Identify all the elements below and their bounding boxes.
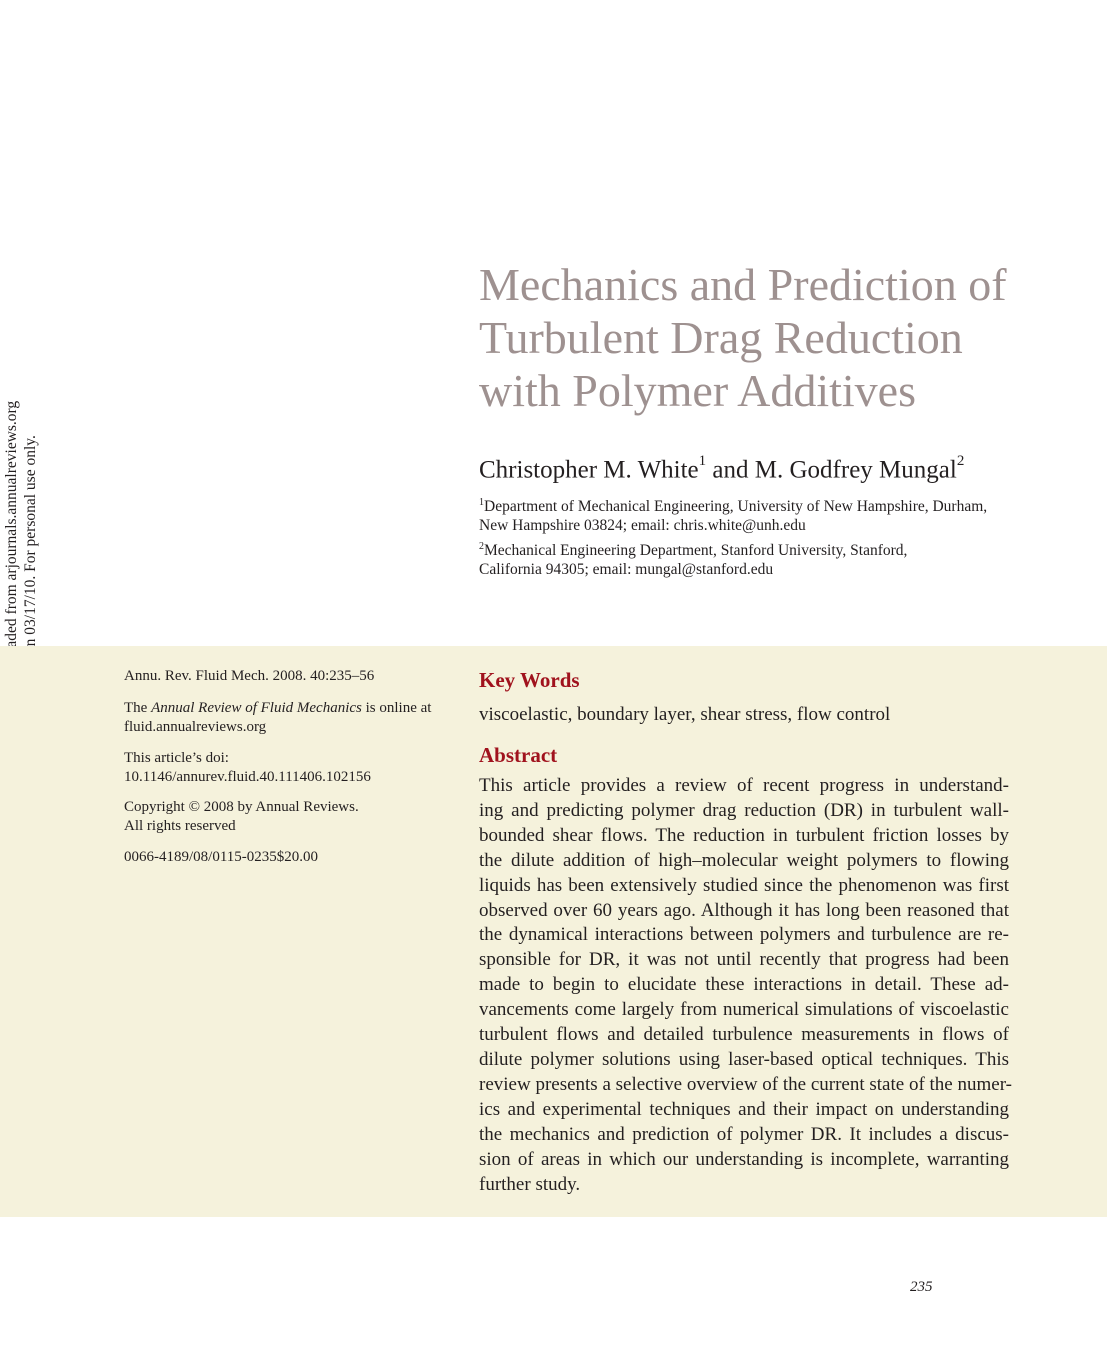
affiliation-mark: 2	[956, 453, 965, 469]
abstract-line: review presents a selective overview of the current state of the numer-	[479, 1073, 1012, 1095]
affiliation-line	[479, 493, 1039, 516]
article-title	[479, 258, 1079, 417]
online-line	[124, 699, 454, 718]
abstract-line: sponsible for DR, it was not until recently that progress had been	[479, 949, 1009, 971]
online-url: fluid.annualreviews.org	[124, 719, 267, 735]
abstract-line: the dynamical interactions between polymers and turbulence are re-	[479, 924, 1009, 946]
key-words-heading: Key Words	[479, 668, 580, 692]
affiliation-line: California 94305; email: mungal@stanford.edu	[479, 561, 774, 579]
title-line: Turbulent Drag Reduction	[479, 312, 963, 363]
affiliation	[479, 537, 1039, 579]
abstract-line: made to begin to elucidate these interactions in detail. These ad-	[479, 974, 1009, 996]
abstract-line: observed over 60 years ago. Although it has long been reasoned that	[479, 899, 1009, 921]
title-line: Mechanics and Prediction of	[479, 259, 1007, 310]
abstract-line: dilute polymer solutions using laser-based optical techniques. This	[479, 1048, 1009, 1070]
citation	[124, 667, 454, 686]
affiliation-mark: 1	[479, 497, 484, 508]
copyright-block	[124, 798, 454, 836]
issn-text: 0066-4189/08/0115-0235$20.00	[124, 849, 319, 865]
abstract-line: bounded shear flows. The reduction in turbulent friction losses by	[479, 824, 1009, 846]
author-list	[479, 447, 964, 487]
affiliation-line: New Hampshire 03824; email: chris.white@unh.edu	[479, 517, 806, 535]
author-name: M. Godfrey Mungal	[754, 456, 957, 484]
abstract-line: sion of areas in which our understanding is incomplete, warranting	[479, 1148, 1009, 1170]
affiliation	[479, 493, 1039, 535]
affiliation-text: Department of Mechanical Engineering, University of New Hampshire, Durham,	[484, 498, 988, 516]
abstract-line: ics and experimental techniques and their impact on understanding	[479, 1098, 1009, 1120]
citation-text: Annu. Rev. Fluid Mech. 2008. 40:235–56	[124, 668, 375, 684]
abstract-line: further study.	[479, 1173, 581, 1195]
copyright-text: Copyright © 2008 by Annual Reviews.	[124, 799, 359, 815]
doi-block	[124, 749, 454, 787]
abstract-line: ing and predicting polymer drag reduction (DR) in turbulent wall-	[479, 799, 1009, 821]
abstract-heading: Abstract	[479, 743, 558, 767]
affiliation-line	[479, 537, 1039, 560]
journal-name: Annual Review of Fluid Mechanics	[151, 700, 362, 716]
online-notice	[124, 699, 454, 737]
author-connector: and	[706, 456, 755, 484]
affiliation-text: Mechanical Engineering Department, Stanford University, Stanford,	[484, 542, 908, 560]
author-name: Christopher M. White	[479, 456, 699, 484]
abstract-line: the dilute addition of high–molecular weight polymers to flowing	[479, 849, 1009, 871]
page-number: 235	[910, 1279, 933, 1295]
online-prefix: The	[124, 700, 152, 716]
rights-text: All rights reserved	[124, 818, 236, 834]
doi-value: 10.1146/annurev.fluid.40.111406.102156	[124, 769, 371, 785]
abstract-line: turbulent flows and detailed turbulence measurements in flows of	[479, 1024, 1009, 1046]
key-words: viscoelastic, boundary layer, shear stress, flow control	[479, 704, 891, 725]
doi-label: This article’s doi:	[124, 750, 229, 766]
affiliation-mark: 2	[479, 541, 484, 552]
title-line: with Polymer Additives	[479, 365, 916, 416]
abstract-line: liquids has been extensively studied since the phenomenon was first	[479, 874, 1009, 896]
affiliation-mark: 1	[698, 453, 707, 469]
abstract-line: the mechanics and prediction of polymer DR. It includes a discus-	[479, 1123, 1009, 1145]
abstract-line: This article provides a review of recent progress in understand-	[479, 775, 1009, 796]
abstract-line: vancements come largely from numerical simulations of viscoelastic	[479, 999, 1009, 1021]
online-suffix: is online at	[361, 700, 432, 716]
issn-block	[124, 848, 454, 867]
abstract-text	[479, 774, 1012, 1197]
